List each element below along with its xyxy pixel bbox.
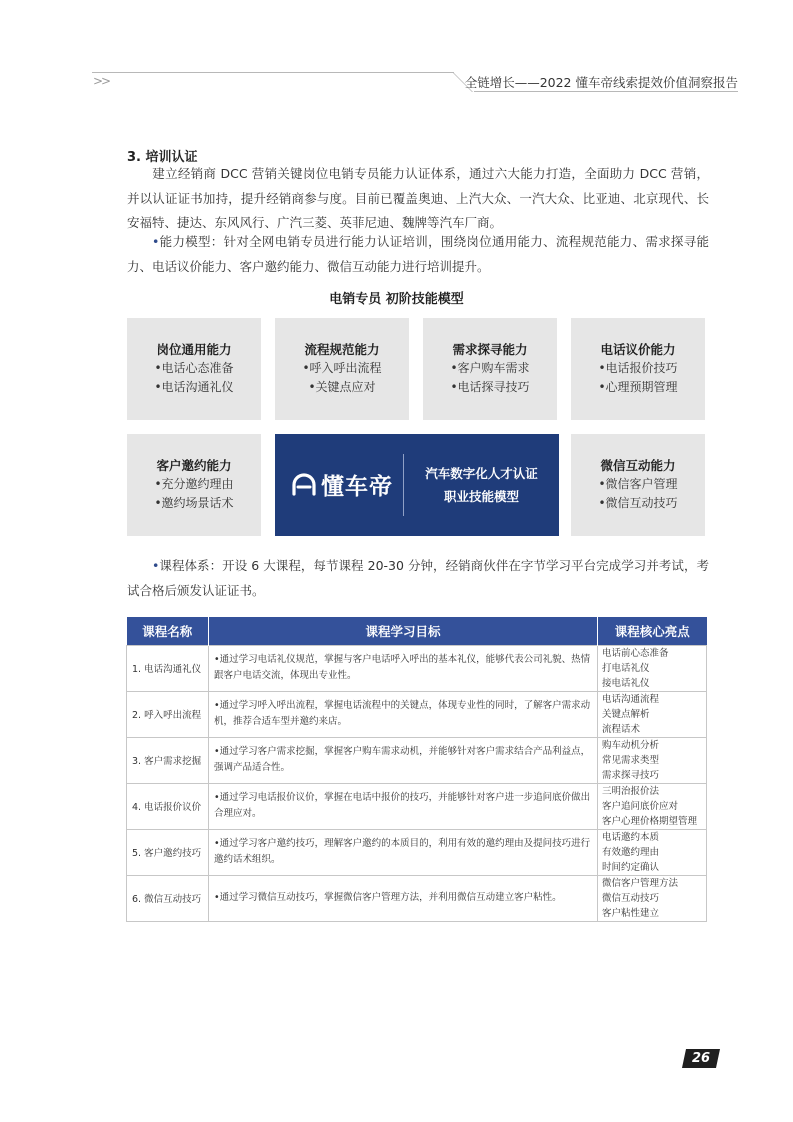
table-row: [127, 737, 707, 783]
skill-model-title: 电销专员 初阶技能模型: [329, 292, 464, 307]
header-rule-right: [474, 91, 738, 92]
course-table: [126, 617, 707, 922]
highlight-item: 客户追问底价应对: [602, 800, 679, 812]
skill-card-item: •充分邀约理由: [154, 477, 234, 491]
highlight-item: 有效邀约理由: [602, 846, 660, 858]
highlight-item: 关键点解析: [602, 708, 650, 720]
highlight-item: 客户粘性建立: [602, 907, 660, 919]
skill-card-wechat: [571, 434, 705, 536]
brand-name: 懂车帝: [321, 474, 393, 500]
course-highlights: [598, 737, 707, 783]
highlight-item: 时间约定确认: [602, 861, 660, 873]
highlight-item: 三明治报价法: [602, 785, 660, 797]
course-goal: •通过学习电话礼仪规范，掌握与客户电话呼入呼出的基本礼仪，能够代表公司礼貌、热情跟客户电话交流，体现出专业性。: [209, 645, 598, 691]
bullet-icon: •: [152, 558, 160, 573]
table-row: [127, 691, 707, 737]
intro-paragraph: [127, 162, 709, 236]
section-title: 3. 培训认证: [127, 150, 198, 165]
brand-line-2: 职业技能模型: [443, 489, 519, 504]
ability-model-paragraph: [127, 230, 709, 279]
skill-card-item: •微信互动技巧: [598, 495, 678, 510]
bullet-icon: •: [152, 234, 160, 249]
skill-card-item: •心理预期管理: [598, 379, 678, 394]
course-highlights: [598, 875, 707, 921]
page-number: 26: [691, 1051, 711, 1066]
skill-card-title: 流程规范能力: [304, 342, 380, 357]
highlight-item: 微信客户管理方法: [602, 877, 679, 889]
course-name: 2. 呼入呼出流程: [127, 691, 209, 737]
highlight-item: 微信互动技巧: [602, 892, 660, 904]
highlight-item: 需求探寻技巧: [602, 769, 660, 781]
table-header-row: [127, 617, 707, 645]
column-header: 课程名称: [127, 617, 209, 645]
course-system-text: 课程体系：开设 6 大课程，每节课程 20-30 分钟，经销商伙伴在字节学习平台完成学习并考试，考试合格后颁发认证证书。: [127, 558, 709, 598]
highlight-item: 电话前心态准备: [602, 647, 669, 659]
highlight-item: 打电话礼仪: [602, 662, 650, 674]
ability-model-text: 能力模型：针对全网电销专员进行能力认证培训，围绕岗位通用能力、流程规范能力、需求探寻能力、电话议价能力、客户邀约能力、微信互动能力进行培训提升。: [127, 234, 709, 274]
skill-card-item: •客户购车需求: [450, 361, 530, 375]
skill-card-needs: [423, 318, 557, 420]
skill-card-item: •邀约场景话术: [154, 495, 234, 510]
highlight-item: 购车动机分析: [602, 739, 660, 751]
dongchedi-logo-icon: [291, 472, 317, 498]
skill-card-general: [127, 318, 261, 420]
header-arrows-icon: >>: [93, 74, 110, 88]
course-highlights: [598, 783, 707, 829]
skill-card-item: •电话探寻技巧: [450, 379, 530, 394]
course-highlights: [598, 645, 707, 691]
course-goal: •通过学习电话报价议价，掌握在电话中报价的技巧，并能够针对客户进一步追问底价做出合理应对。: [209, 783, 598, 829]
course-goal: •通过学习客户需求挖掘，掌握客户购车需求动机，并能够针对客户需求结合产品利益点，强调产品适合性。: [209, 737, 598, 783]
skill-card-title: 电话议价能力: [600, 342, 676, 357]
skill-card-title: 需求探寻能力: [452, 342, 528, 357]
highlight-item: 电话沟通流程: [602, 693, 660, 705]
skill-card-pricing: [571, 318, 705, 420]
intro-text: 建立经销商 DCC 营销关键岗位电销专员能力认证体系，通过六大能力打造，全面助力 DCC 营销，并以认证证书加持，提升经销商参与度。目前已覆盖奥迪、上汽大众、一汽大众、比亚迪、北京现代、长安福特、捷达、东风风行、广汽三菱、英菲尼迪、魏牌等汽车厂商。: [127, 166, 709, 230]
skill-card-title: 客户邀约能力: [156, 458, 232, 473]
skill-card-title: 岗位通用能力: [156, 342, 232, 357]
course-highlights: [598, 829, 707, 875]
header-rule-left: [92, 72, 454, 73]
course-system-paragraph: [127, 554, 709, 603]
course-goal: •通过学习呼入呼出流程，掌握电话流程中的关键点，体现专业性的同时，了解客户需求动机，推荐合适车型并邀约来店。: [209, 691, 598, 737]
page-number-badge: [682, 1049, 720, 1068]
course-name: 4. 电话报价议价: [127, 783, 209, 829]
table-row: [127, 875, 707, 921]
skill-card-title: 微信互动能力: [600, 458, 676, 473]
highlight-item: 流程话术: [602, 723, 641, 735]
skill-card-invitation: [127, 434, 261, 536]
highlight-item: 电话邀约本质: [602, 831, 660, 843]
course-highlights: [598, 691, 707, 737]
highlight-item: 常见需求类型: [602, 754, 660, 766]
column-header: 课程核心亮点: [598, 617, 707, 645]
skill-card-item: •电话心态准备: [154, 361, 234, 375]
course-name: 1. 电话沟通礼仪: [127, 645, 209, 691]
course-goal: •通过学习微信互动技巧，掌握微信客户管理方法，并利用微信互动建立客户粘性。: [209, 875, 598, 921]
table-row: [127, 645, 707, 691]
skill-card-process: [275, 318, 409, 420]
table-row: [127, 783, 707, 829]
skill-card-item: •电话沟通礼仪: [154, 379, 234, 394]
header-title: 全链增长——2022 懂车帝线索提效价值洞察报告: [464, 75, 738, 90]
course-name: 3. 客户需求挖掘: [127, 737, 209, 783]
brand-center-block: [275, 434, 559, 536]
highlight-item: 客户心理价格期望管理: [602, 815, 698, 827]
skill-card-item: •关键点应对: [308, 379, 376, 394]
brand-line-1: 汽车数字化人才认证: [425, 466, 538, 481]
course-name: 6. 微信互动技巧: [127, 875, 209, 921]
skill-card-item: •呼入呼出流程: [302, 361, 382, 375]
table-row: [127, 829, 707, 875]
skill-card-item: •电话报价技巧: [598, 361, 678, 375]
column-header: 课程学习目标: [209, 617, 598, 645]
highlight-item: 接电话礼仪: [602, 677, 650, 689]
course-goal: •通过学习客户邀约技巧，理解客户邀约的本质目的，利用有效的邀约理由及提问技巧进行邀约话术组织。: [209, 829, 598, 875]
skill-card-item: •微信客户管理: [598, 477, 678, 491]
course-name: 5. 客户邀约技巧: [127, 829, 209, 875]
